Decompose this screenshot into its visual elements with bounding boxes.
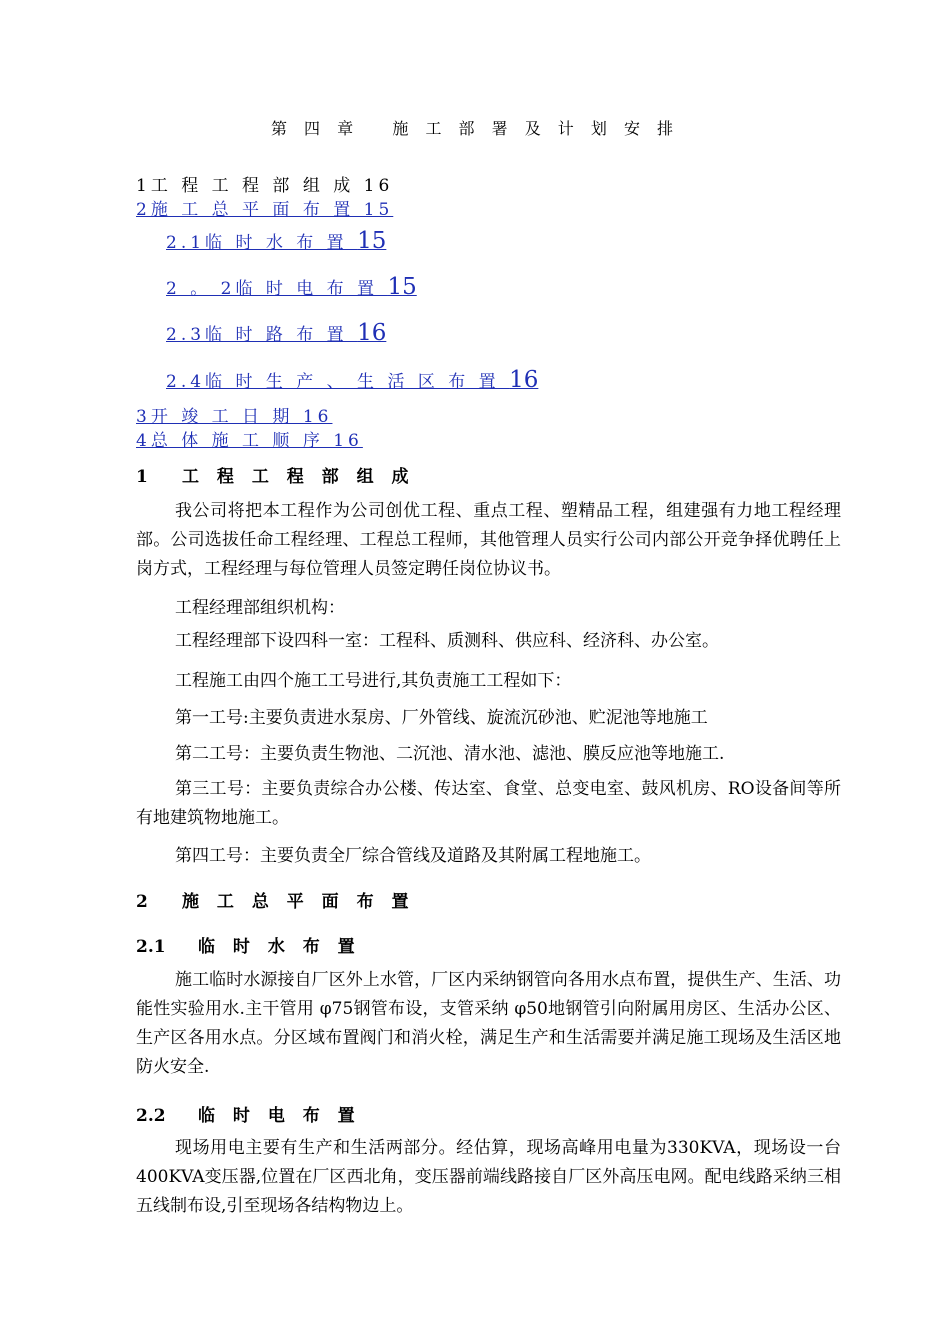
- section-1-paragraph-1: 我公司将把本工程作为公司创优工程、重点工程、塑精品工程，组建强有力地工程经理部。公司选拔任命工程经理、工程总工程师，其他管理人员实行公司内部公开竞争择优聘任上岗方式，工程经理与每位管理人员签定聘任岗位协议书。: [136, 501, 841, 579]
- section-2-heading: [136, 887, 415, 912]
- toc-link-2-3-label: 2.3临 时 路 布 置: [166, 325, 358, 345]
- section-2-1-heading: [136, 932, 361, 957]
- toc-item-1: 1工 程 工 程 部 组 成 16: [136, 176, 394, 196]
- section-1-paragraph-3: 工程经理部下设四科一室：工程科、质测科、供应科、经济科、办公室。: [175, 631, 719, 651]
- toc-link-2-1[interactable]: [166, 228, 386, 254]
- section-1-paragraph-8: 第四工号：主要负责全厂综合管线及道路及其附属工程地施工。: [175, 846, 651, 866]
- toc-link-4[interactable]: 4总 体 施 工 顺 序 16: [136, 431, 363, 451]
- section-1-paragraph-4: 工程施工由四个施工工号进行,其负责施工工程如下：: [175, 671, 572, 691]
- chapter-title: 第 四 章 施 工 部 署 及 计 划 安 排: [270, 119, 680, 138]
- section-2-2-heading: [136, 1101, 361, 1126]
- toc-link-2[interactable]: 2施 工 总 平 面 布 置 15: [136, 200, 394, 220]
- section-1-number: 1: [136, 467, 148, 487]
- section-1-heading: [136, 462, 415, 487]
- section-2-1-title: 临 时 水 布 置: [198, 937, 361, 957]
- section-2-number: 2: [136, 892, 148, 912]
- section-1-paragraph-5: 第一工号:主要负责进水泵房、厂外管线、旋流沉砂池、贮泥池等地施工: [175, 708, 708, 728]
- section-2-title: 施 工 总 平 面 布 置: [182, 892, 415, 912]
- toc-link-2-4-page: 16: [509, 367, 539, 393]
- toc-link-2-1-label: 2.1临 时 水 布 置: [166, 233, 358, 253]
- toc-link-2-3-page: 16: [357, 320, 387, 346]
- section-1-paragraph-6: 第二工号：主要负责生物池、二沉池、清水池、滤池、膜反应池等地施工.: [175, 744, 725, 764]
- toc-link-2-1-page: 15: [357, 228, 387, 254]
- section-2-2-paragraph: 现场用电主要有生产和生活两部分。经估算，现场高峰用电量为330KVA，现场设一台400KVA变压器,位置在厂区西北角，变压器前端线路接自厂区外高压电网。配电线路采纳三相五线制布设,引至现场各结构物边上。: [136, 1138, 841, 1216]
- toc-link-2-4-label: 2.4临 时 生 产 、 生 活 区 布 置: [166, 372, 510, 392]
- section-2-2-number: 2.2: [136, 1106, 166, 1126]
- toc-link-2-2[interactable]: [166, 274, 417, 300]
- section-2-1-number: 2.1: [136, 937, 166, 957]
- section-1-paragraph-7: 第三工号：主要负责综合办公楼、传达室、食堂、总变电室、鼓风机房、RO设备间等所有地建筑物地施工。: [136, 779, 841, 828]
- toc-link-2-2-label: 2 。 2临 时 电 布 置: [166, 279, 388, 299]
- section-1-title: 工 程 工 程 部 组 成: [182, 467, 415, 487]
- toc-link-2-2-page: 15: [387, 274, 417, 300]
- toc-link-2-4[interactable]: [166, 367, 538, 393]
- section-1-paragraph-2: 工程经理部组织机构：: [175, 598, 345, 618]
- section-2-1-paragraph: 施工临时水源接自厂区外上水管，厂区内采纳钢管向各用水点布置，提供生产、生活、功能性实验用水.主干管用 φ75钢管布设，支管采纳 φ50地钢管引向附属用房区、生活办公区、生产区各用水点。分区域布置阀门和消火栓，满足生产和生活需要并满足施工现场及生活区地防火安全.: [136, 970, 841, 1077]
- toc-link-2-3[interactable]: [166, 320, 386, 346]
- toc-link-3[interactable]: 3开 竣 工 日 期 16: [136, 407, 333, 427]
- section-2-2-title: 临 时 电 布 置: [198, 1106, 361, 1126]
